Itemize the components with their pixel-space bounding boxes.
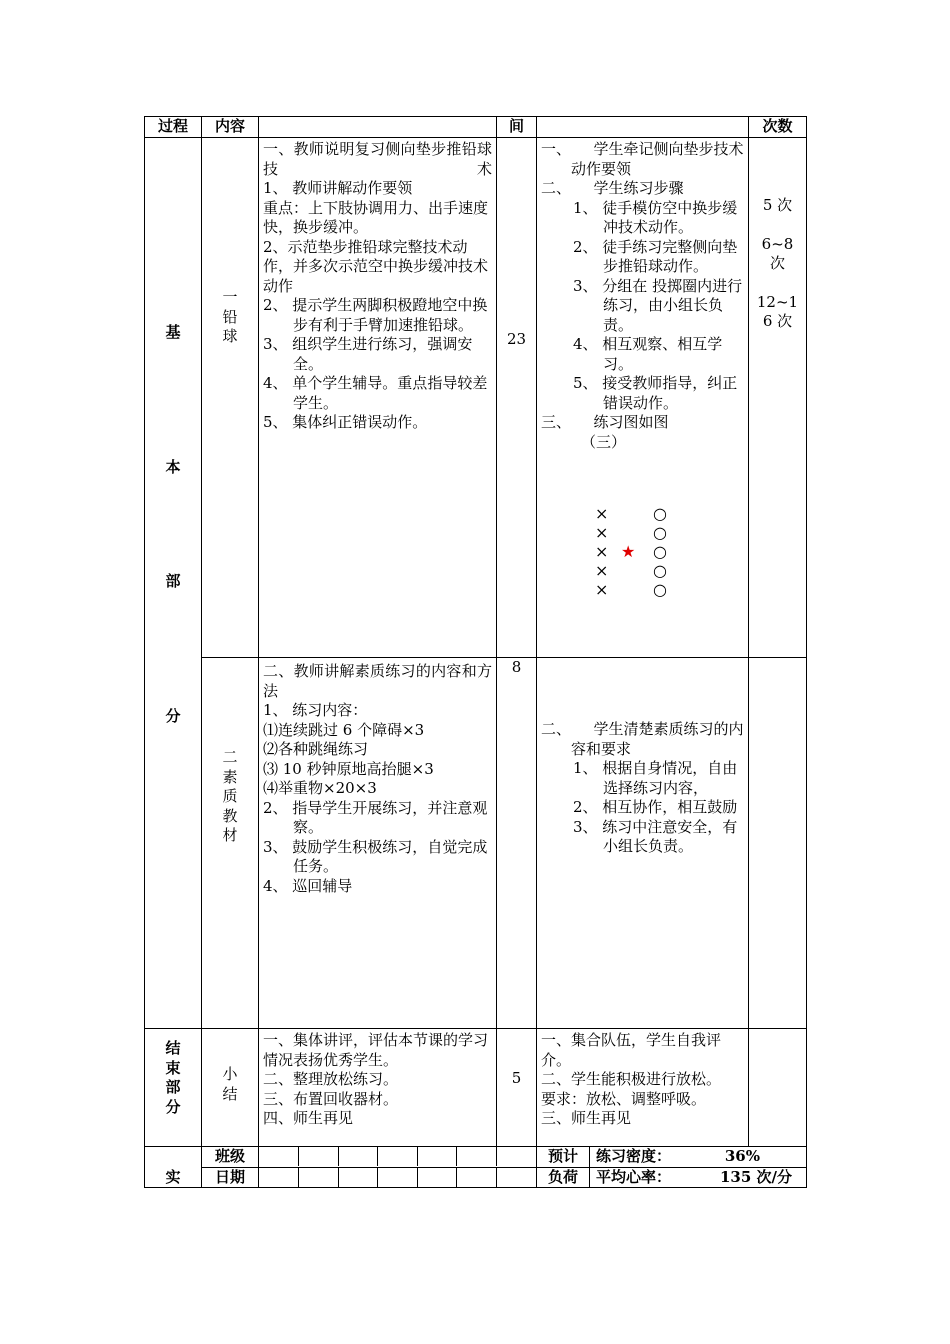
class-cell bbox=[417, 1147, 457, 1166]
student-circle-1: ○ bbox=[653, 504, 667, 523]
header-content: 内容 bbox=[202, 117, 259, 138]
ending-time: 5 bbox=[497, 1029, 537, 1147]
ending-row bbox=[145, 1029, 807, 1147]
class-grid bbox=[259, 1147, 537, 1168]
shot-put-label: 一 铅 球 bbox=[202, 138, 259, 658]
class-cell bbox=[299, 1147, 339, 1166]
student-cross-2: × bbox=[595, 523, 609, 542]
load-label-1: 预计 bbox=[537, 1147, 590, 1167]
lesson-plan-table bbox=[144, 116, 807, 1188]
load-label-2: 负荷 bbox=[537, 1168, 590, 1188]
shot-put-row bbox=[145, 138, 807, 658]
fitness-teacher: 二、教师讲解素质练习的内容和方法 1、 练习内容： ⑴连续跳过 6 个障碍×3 ⑵各种跳绳练习 ⑶ 10 秒钟原地高抬腿×3 ⑷举重物×20×3 2、 指导学生开展练习，并注意观察。 3、 鼓励学生积极练习，自觉完成任务。 4、 巡回辅导 bbox=[259, 658, 497, 1029]
class-cell bbox=[496, 1147, 536, 1166]
teacher-star-icon: ★ bbox=[621, 542, 636, 561]
ending-section-label: 结 束 部 分 bbox=[145, 1029, 202, 1147]
date-cell bbox=[457, 1168, 497, 1187]
header-row bbox=[145, 117, 807, 138]
fitness-label: 二 素 质 教 材 bbox=[202, 658, 259, 1029]
student-circle-2: ○ bbox=[653, 523, 667, 542]
header-student bbox=[537, 117, 749, 138]
header-count: 次数 bbox=[749, 117, 807, 138]
shot-put-teacher-title: 一、教师说明复习侧向垫步推铅球技术 bbox=[263, 140, 492, 178]
date-cell bbox=[378, 1168, 418, 1187]
density-label: 练习密度： bbox=[596, 1147, 672, 1165]
footer-row-date bbox=[145, 1167, 807, 1188]
date-cell bbox=[496, 1168, 536, 1187]
student-circle-3: ○ bbox=[653, 542, 667, 561]
class-label: 班级 bbox=[202, 1147, 259, 1168]
density-cell bbox=[537, 1147, 807, 1168]
fitness-time: 8 bbox=[497, 658, 537, 1029]
date-cell bbox=[259, 1168, 299, 1187]
shot-put-time: 23 bbox=[497, 138, 537, 658]
header-process: 过程 bbox=[145, 117, 202, 138]
heart-rate-cell bbox=[537, 1167, 807, 1188]
date-grid bbox=[259, 1167, 537, 1188]
shot-put-counts: 5 次 6~8 次 12~1 6 次 bbox=[749, 138, 807, 658]
heart-rate-label: 平均心率： bbox=[596, 1167, 672, 1186]
date-cell bbox=[299, 1168, 339, 1187]
shot-put-teacher: 一、教师说明复习侧向垫步推铅球技术 1、 教师讲解动作要领 重点：上下肢协调用力、出手速度快，换步缓冲。 2、示范垫步推铅球完整技术动作，并多次示范空中换步缓冲技术动作 2、 提示学生两脚积极蹬地空中换步有利于手臂加速推铅球。 3、 组织学生进行练习，强调安全。 4、 单个学生辅导。重点指导较差学生。 5、 集体纠正错误动作。 bbox=[259, 138, 497, 658]
practice-diagram bbox=[541, 504, 744, 614]
student-circle-4: ○ bbox=[653, 561, 667, 580]
student-cross-5: × bbox=[595, 580, 609, 599]
class-cell bbox=[378, 1147, 418, 1166]
ending-teacher: 一、集体讲评，评估本节课的学习情况表扬优秀学生。 二、整理放松练习。 三、布置回收器材。 四、师生再见 bbox=[259, 1029, 497, 1147]
footer-row-class bbox=[145, 1147, 807, 1168]
student-circle-5: ○ bbox=[653, 580, 667, 599]
date-cell bbox=[417, 1168, 457, 1187]
shot-put-student: 一、 学生牵记侧向垫步技术动作要领 二、 学生练习步骤 1、 徒手模仿空中换步缓冲技术动作。 2、 徒手练习完整侧向垫步推铅球动作。 3、 分组在 投掷圈内进行练习，由小组长负责。 4、 相互观察、相互学习。 5、 接受教师指导，纠正错误动作。 三、 练习图如图 （三） × × × × × ★ ○ ○ ○ ○ ○ bbox=[537, 138, 749, 658]
student-cross-4: × bbox=[595, 561, 609, 580]
fitness-student: 二、 学生清楚素质练习的内容和要求 1、 根据自身情况，自由选择练习内容， 2、 相互协作，相互鼓励 3、 练习中注意安全，有小组长负责。 bbox=[537, 658, 749, 1029]
class-cell bbox=[457, 1147, 497, 1166]
header-time: 间 bbox=[497, 117, 537, 138]
student-cross-1: × bbox=[595, 504, 609, 523]
footer-section-label: 实 bbox=[145, 1147, 202, 1188]
header-teacher bbox=[259, 117, 497, 138]
date-cell bbox=[338, 1168, 378, 1187]
class-cell bbox=[338, 1147, 378, 1166]
heart-rate-value: 135 次/分 bbox=[719, 1167, 792, 1186]
fitness-row bbox=[145, 658, 807, 1029]
class-cell bbox=[259, 1147, 299, 1166]
basic-section-label: 基 本 部 分 bbox=[145, 138, 202, 1029]
date-label: 日期 bbox=[202, 1167, 259, 1188]
ending-student: 一、集合队伍，学生自我评介。 二、学生能积极进行放松。 要求：放松、调整呼吸。 三、师生再见 bbox=[537, 1029, 749, 1147]
fitness-counts bbox=[749, 658, 807, 1029]
ending-counts bbox=[749, 1029, 807, 1147]
student-cross-3: × bbox=[595, 542, 609, 561]
density-value: 36% bbox=[724, 1147, 760, 1165]
summary-label: 小 结 bbox=[202, 1029, 259, 1147]
